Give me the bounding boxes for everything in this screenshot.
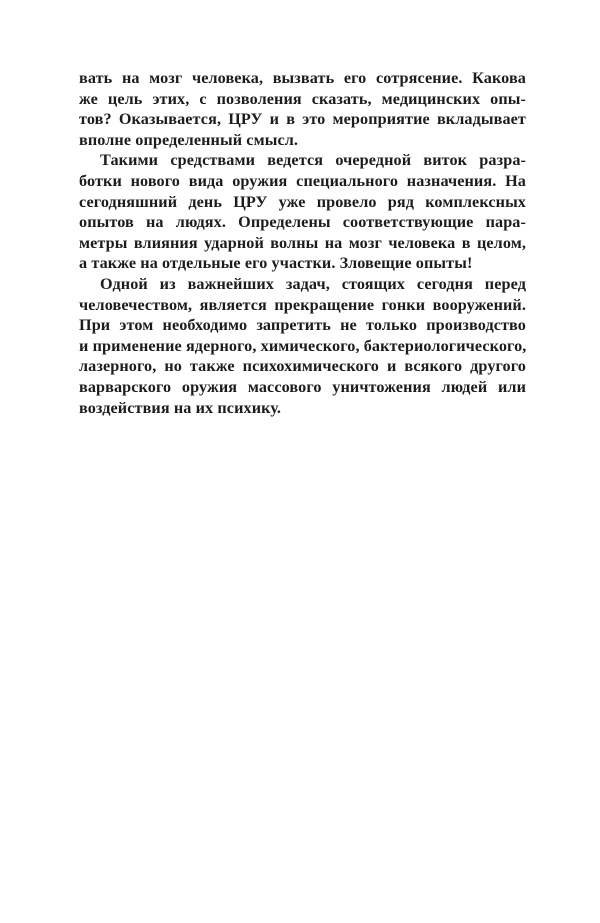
text-line: и применение ядерного, химического, бактериологического, <box>79 336 527 355</box>
paragraph-3 <box>79 274 526 418</box>
text-line: воздействия на их психику. <box>79 398 282 417</box>
text-line: Такими средствами ведется очередной виток разра- <box>100 151 526 170</box>
text-line: а также на отдельные его участки. Зловещие опыты! <box>79 254 473 273</box>
paragraph-2 <box>79 150 526 274</box>
text-line: вать на мозг человека, вызвать его сотрясение. Какова <box>79 69 526 87</box>
text-line: же цель этих, с позволения сказать, медицинских опы- <box>79 89 526 108</box>
text-line: Одной из важнейших задач, стоящих сегодня перед <box>100 274 526 293</box>
text-line: При этом необходимо запретить не только производство <box>79 316 526 335</box>
text-line: человечеством, является прекращение гонки вооружений. <box>79 295 526 314</box>
text-line: опытов на людях. Определены соответствующие пара- <box>79 213 526 232</box>
text-line: варварского оружия массового уничтожения людей или <box>79 377 526 396</box>
text-line: тов? Оказывается, ЦРУ и в это мероприятие вкладывает <box>79 110 526 129</box>
text-line: лазерного, но также психохимического и всякого другого <box>79 357 526 376</box>
text-line: метры влияния ударной волны на мозг человека в целом, <box>79 233 526 252</box>
text-line: вполне определенный смысл. <box>79 130 299 149</box>
text-line: сегодняшний день ЦРУ уже провело ряд комплексных <box>79 192 526 211</box>
text-line: ботки нового вида оружия специального назначения. На <box>79 171 526 190</box>
paragraph-1 <box>79 68 526 150</box>
body-text <box>79 68 526 418</box>
